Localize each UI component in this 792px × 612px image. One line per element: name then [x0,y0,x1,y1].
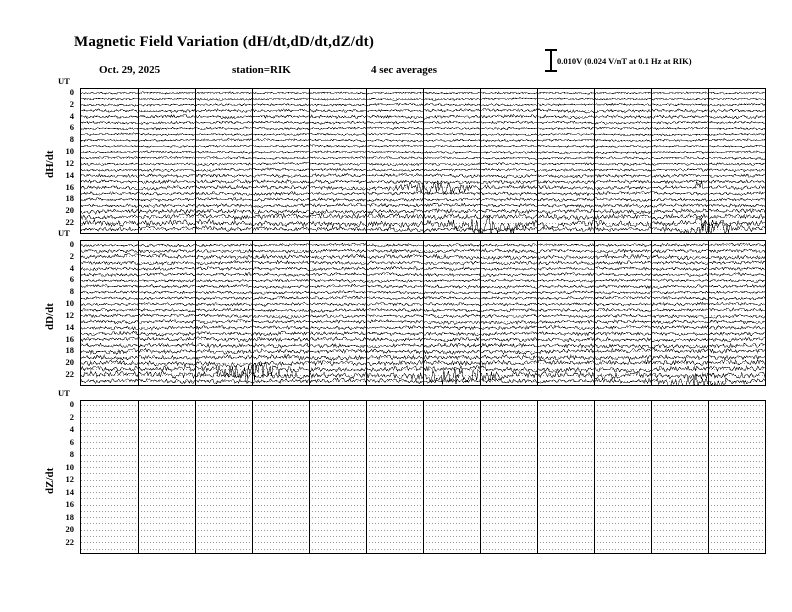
panel-dzdt [80,400,766,554]
hour-tick-label: 16 [65,181,74,192]
hour-tick-label: 2 [69,250,74,261]
panel-dhdt [80,88,766,234]
hour-tick-label: 0 [69,239,74,249]
hour-tick-label: 0 [69,87,74,97]
scale-label: 0.010V (0.024 V/nT at 0.1 Hz at RIK) [557,56,692,66]
hour-tick-label: 12 [65,309,74,320]
hour-tick-label: 22 [65,369,74,380]
axis-title-dddt: dD/dt [44,303,56,330]
page-title: Magnetic Field Variation (dH/dt,dD/dt,dZ/dt) [74,34,375,50]
averaging-label: 4 sec averages [371,64,437,76]
hour-tick-label: 16 [65,499,74,510]
hour-tick-label: 2 [69,98,74,109]
axis-title-dhdt: dH/dt [44,150,56,178]
hour-tick-label: 14 [65,321,74,332]
hour-tick-label: 0 [69,399,74,409]
hour-tick-label: 20 [65,357,74,368]
hour-tick-label: 14 [65,486,74,497]
hour-tick-label: 10 [65,298,74,309]
ut-label-panel-1: UT [58,76,70,86]
hour-tick-label: 12 [65,474,74,485]
hour-tick-label: 20 [65,205,74,216]
hour-tick-label: 8 [69,134,74,145]
hour-tick-label: 18 [65,511,74,522]
hour-tick-label: 22 [65,217,74,228]
hour-tick-label: 18 [65,345,74,356]
hour-tick-label: 18 [65,193,74,204]
axis-title-dzdt: dZ/dt [44,467,56,494]
station-label: station=RIK [232,64,291,76]
hour-tick-label: 4 [69,262,74,273]
hour-tick-label: 2 [69,411,74,422]
hour-tick-label: 10 [65,461,74,472]
hour-tick-label: 4 [69,424,74,435]
hour-tick-label: 6 [69,122,74,133]
hour-tick-label: 10 [65,146,74,157]
ut-label-panel-3: UT [58,388,70,398]
hour-tick-label: 8 [69,449,74,460]
panel-dddt [80,240,766,386]
hour-tick-label: 14 [65,169,74,180]
date-label: Oct. 29, 2025 [99,64,161,76]
hour-tick-label: 22 [65,536,74,547]
hour-tick-label: 20 [65,524,74,535]
hour-tick-label: 16 [65,333,74,344]
hour-tick-label: 4 [69,110,74,121]
hour-tick-label: 8 [69,286,74,297]
hour-tick-label: 6 [69,274,74,285]
hour-tick-label: 6 [69,436,74,447]
hour-tick-label: 12 [65,157,74,168]
ut-label-panel-2: UT [58,228,70,238]
